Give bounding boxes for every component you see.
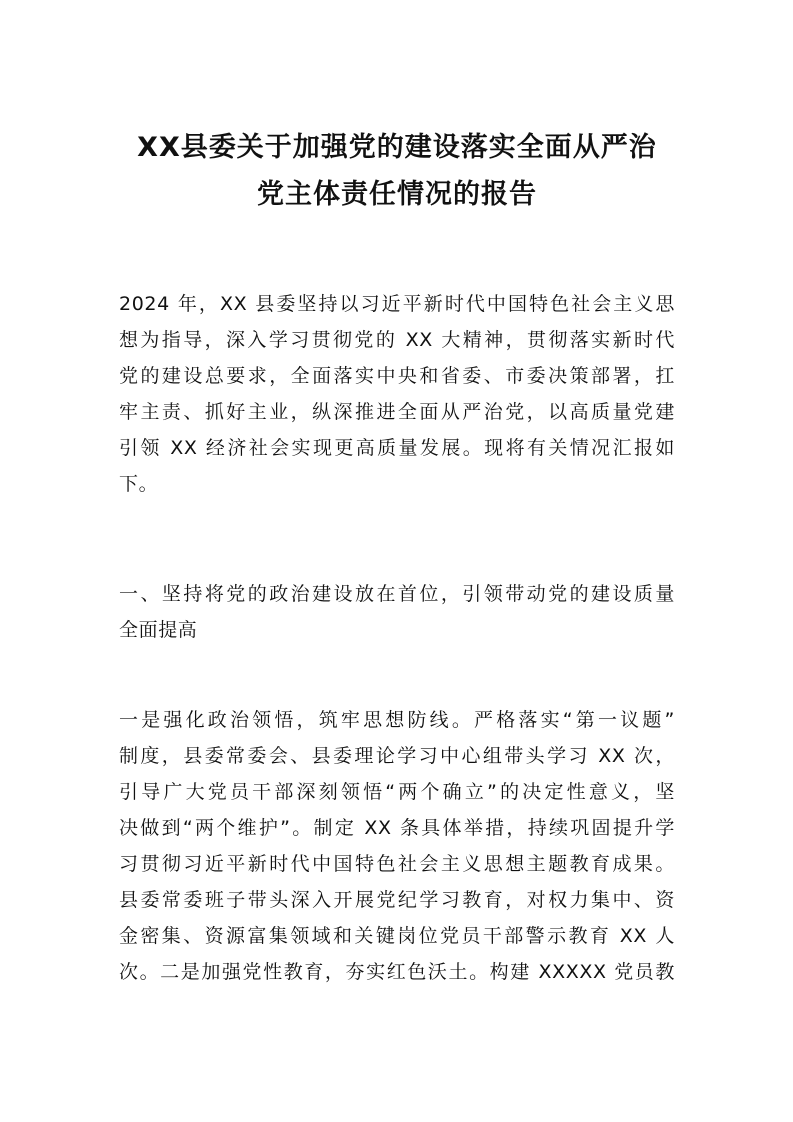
intro-line: 2024 年，XX 县委坚持以习近平新时代中国特色社会主义思 <box>119 293 675 315</box>
body-line: 引导广大党员干部深刻领悟“两个确立”的决定性意义，坚 <box>119 781 675 803</box>
intro-line: 下。 <box>119 473 159 495</box>
intro-line: 引领 XX 经济社会实现更高质量发展。现将有关情况汇报如 <box>119 437 675 459</box>
title-line-1: XX县委关于加强党的建设落实全面从严治 <box>137 132 657 163</box>
title-line-2: 党主体责任情况的报告 <box>257 179 537 210</box>
body-line: 决做到“两个维护”。制定 XX 条具体举措，持续巩固提升学 <box>119 817 675 839</box>
section-1-heading <box>119 576 675 648</box>
document-title <box>110 124 684 218</box>
body-line: 金密集、资源富集领域和关键岗位党员干部警示教育 XX 人 <box>119 925 675 947</box>
body-line: 县委常委班子带头深入开展党纪学习教育，对权力集中、资 <box>119 889 675 911</box>
intro-line: 想为指导，深入学习贯彻党的 XX 大精神，贯彻落实新时代 <box>119 329 675 351</box>
section-heading-line: 一、坚持将党的政治建设放在首位，引领带动党的建设质量 <box>119 583 675 605</box>
body-line: 习贯彻习近平新时代中国特色社会主义思想主题教育成果。 <box>119 853 675 875</box>
body-line: 一是强化政治领悟，筑牢思想防线。严格落实“第一议题” <box>119 709 675 731</box>
intro-line: 党的建设总要求，全面落实中央和省委、市委决策部署，扛 <box>119 365 675 387</box>
body-line: 次。二是加强党性教育，夯实红色沃土。构建 XXXXX 党员教 <box>119 961 675 983</box>
intro-paragraph <box>119 286 675 502</box>
body-line: 制度，县委常委会、县委理论学习中心组带头学习 XX 次， <box>119 745 675 767</box>
section-1-body <box>119 702 675 990</box>
intro-line: 牢主责、抓好主业，纵深推进全面从严治党，以高质量党建 <box>119 401 675 423</box>
section-heading-line: 全面提高 <box>119 619 198 641</box>
